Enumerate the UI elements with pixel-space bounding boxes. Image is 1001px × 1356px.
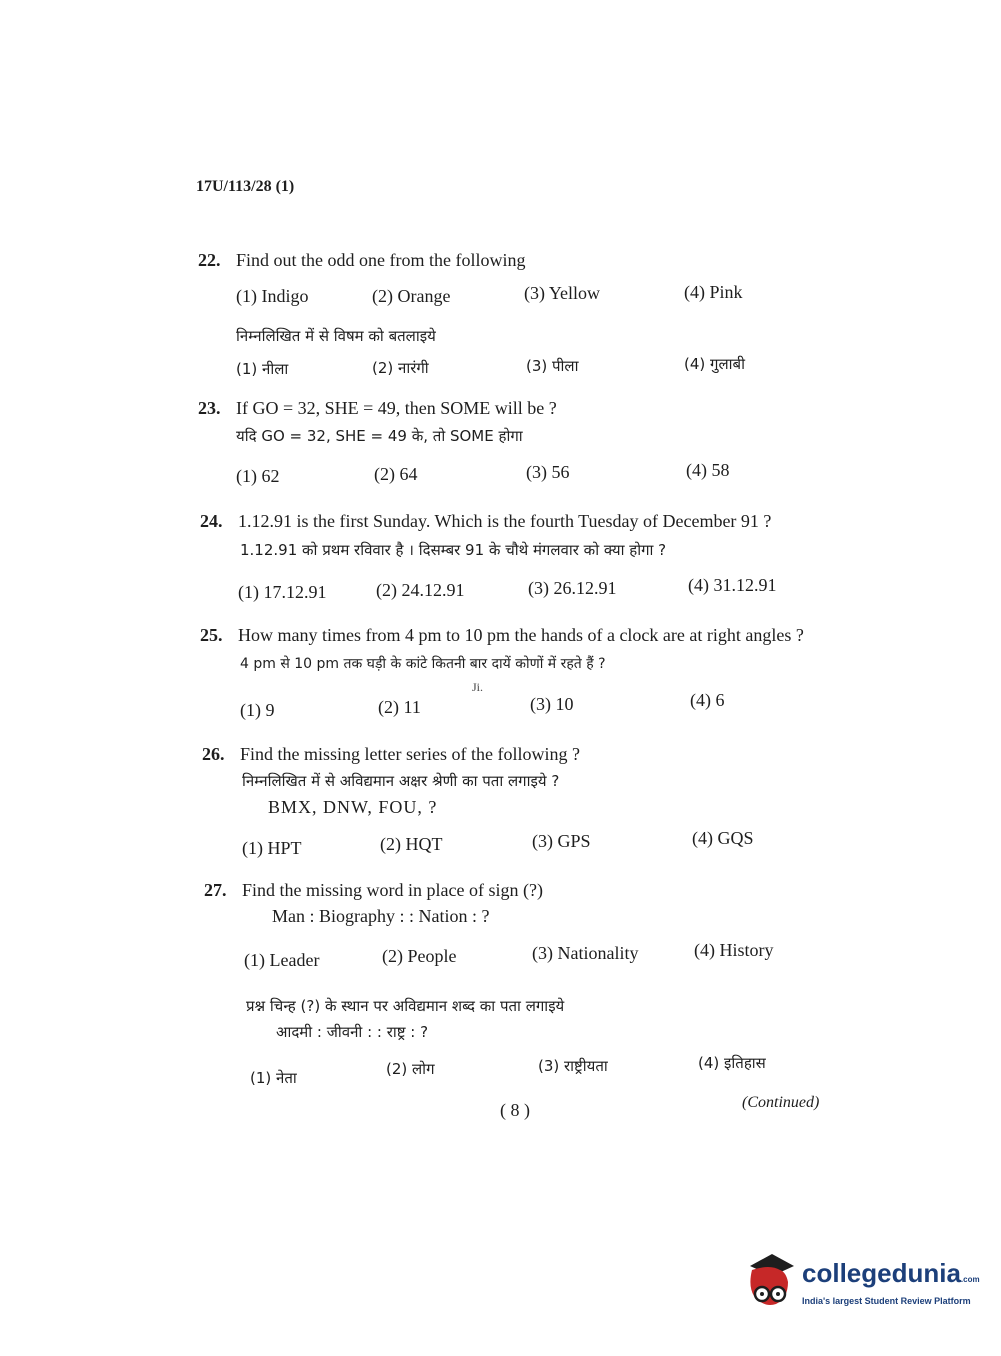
- option: (2) नारंगी: [372, 359, 429, 377]
- question-number: 22.: [198, 250, 221, 270]
- continued-note: (Continued): [742, 1094, 820, 1111]
- option: (4) गुलाबी: [684, 355, 745, 373]
- option: (4) 31.12.91: [688, 575, 777, 595]
- question-text-en: Find out the odd one from the following: [236, 250, 526, 270]
- question-26: [202, 744, 580, 765]
- page-number: ( 8 ): [500, 1100, 530, 1120]
- option: (2) 11: [378, 697, 421, 717]
- option: (3) 56: [526, 462, 570, 482]
- option: (3) Nationality: [532, 943, 639, 963]
- question-number: 26.: [202, 744, 225, 764]
- logo-name: collegedunia: [802, 1258, 961, 1288]
- question-text-hi: प्रश्न चिन्ह (?) के स्थान पर अविद्यमान शब्द का पता लगाइये: [246, 997, 565, 1015]
- option: (2) 24.12.91: [376, 580, 465, 600]
- option: (1) HPT: [242, 838, 302, 858]
- analogy-hi: आदमी : जीवनी : : राष्ट्र : ?: [276, 1023, 429, 1041]
- option: (1) Leader: [244, 950, 320, 970]
- question-text-hi: निम्नलिखित में से विषम को बतलाइये: [236, 327, 436, 345]
- question-24: [200, 511, 771, 532]
- option: (2) 64: [374, 464, 418, 484]
- option: (1) नेता: [250, 1069, 297, 1087]
- question-number: 25.: [200, 625, 223, 645]
- option: (2) Orange: [372, 286, 451, 306]
- option: (4) 6: [690, 690, 725, 710]
- question-text-en: How many times from 4 pm to 10 pm the hands of a clock are at right angles ?: [238, 625, 804, 645]
- option: (1) नीला: [236, 360, 289, 378]
- logo-tagline: India's largest Student Review Platform: [802, 1296, 971, 1306]
- option: (4) इतिहास: [698, 1054, 766, 1072]
- option: (3) 10: [530, 694, 574, 714]
- question-text-en: If GO = 32, SHE = 49, then SOME will be ?: [236, 398, 557, 418]
- question-text-en: 1.12.91 is the first Sunday. Which is the fourth Tuesday of December 91 ?: [238, 511, 772, 531]
- option: (1) 17.12.91: [238, 582, 327, 602]
- stray-mark: Ji.: [472, 680, 484, 694]
- option: (2) People: [382, 946, 457, 966]
- question-22: [198, 250, 525, 271]
- question-number: 27.: [204, 880, 227, 900]
- logo-domain: .com: [960, 1275, 980, 1284]
- option: (2) लोग: [386, 1060, 435, 1078]
- letter-series: BMX, DNW, FOU, ?: [268, 797, 438, 817]
- paper-code: 17U/113/28 (1): [196, 178, 295, 195]
- question-text-hi: यदि GO = 32, SHE = 49 के, तो SOME होगा: [236, 427, 523, 445]
- option: (3) Yellow: [524, 283, 601, 303]
- question-text-hi: 1.12.91 को प्रथम रविवार है । दिसम्बर 91 के चौथे मंगलवार को क्या होगा ?: [240, 541, 667, 559]
- question-text-hi: 4 pm से 10 pm तक घड़ी के कांटे कितनी बार दायें कोणों में रहते हैं ?: [240, 656, 606, 672]
- question-27: [204, 880, 543, 901]
- question-23: [198, 398, 557, 419]
- option: (3) पीला: [526, 357, 579, 375]
- mascot-icon: [742, 1252, 800, 1314]
- option: (1) 62: [236, 466, 280, 486]
- option: (1) Indigo: [236, 286, 309, 306]
- option: (4) Pink: [684, 282, 743, 302]
- question-text-hi: निम्नलिखित में से अविद्यमान अक्षर श्रेणी का पता लगाइये ?: [242, 772, 560, 790]
- question-number: 23.: [198, 398, 221, 418]
- option: (3) 26.12.91: [528, 578, 617, 598]
- question-text-en: Find the missing word in place of sign (?): [242, 880, 543, 900]
- option: (2) HQT: [380, 834, 443, 854]
- question-number: 24.: [200, 511, 223, 531]
- option: (1) 9: [240, 700, 275, 720]
- collegedunia-logo: [742, 1252, 980, 1320]
- question-text-en: Find the missing letter series of the following ?: [240, 744, 580, 764]
- option: (4) 58: [686, 460, 730, 480]
- option: (3) GPS: [532, 831, 591, 851]
- question-25: [200, 625, 804, 646]
- option: (4) History: [694, 940, 774, 960]
- option: (3) राष्ट्रीयता: [538, 1057, 608, 1075]
- option: (4) GQS: [692, 828, 754, 848]
- analogy-en: Man : Biography : : Nation : ?: [272, 906, 490, 926]
